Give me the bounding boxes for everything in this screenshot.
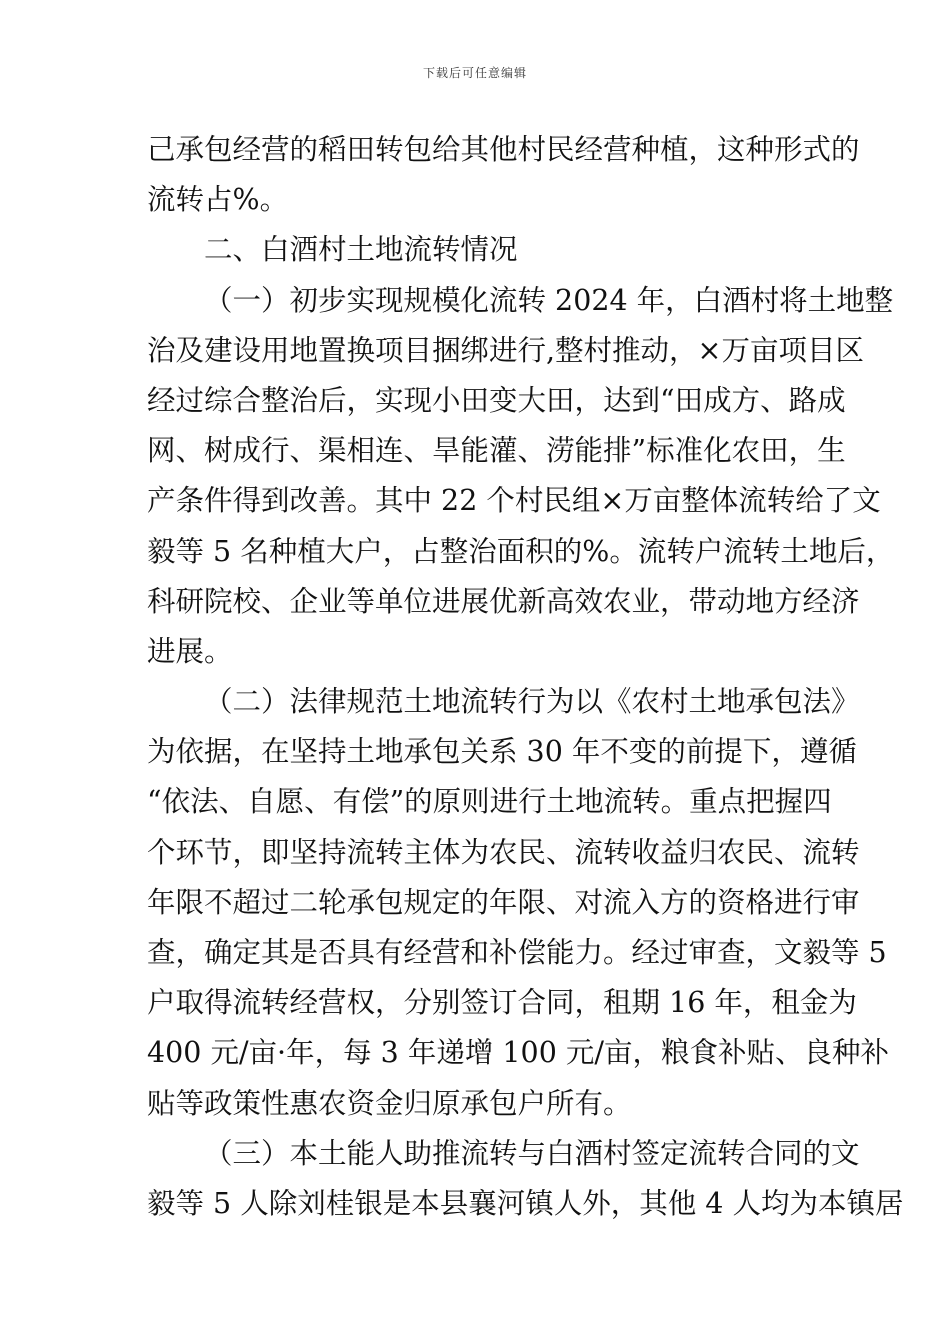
- subsection-heading: （一）初步实现规模化流转 2024 年，白酒村将土地整: [204, 283, 894, 317]
- document-body: [147, 125, 904, 1229]
- text-line: 科研院校、企业等单位进展优新高效农业，带动地方经济: [147, 584, 860, 618]
- text-line: “依法、自愿、有偿”的原则进行土地流转。重点把握四: [147, 785, 832, 819]
- text-line: 贴等政策性惠农资金归原承包户所有。: [147, 1086, 632, 1120]
- text-line: 年限不超过二轮承包规定的年限、对流入方的资格进行审: [147, 885, 860, 919]
- text-line: 400 元/亩·年，每 3 年递增 100 元/亩，粮食补贴、良种补: [147, 1036, 889, 1070]
- page-header: 下载后可任意编辑: [422, 66, 527, 80]
- text-line: 流转占%。: [147, 183, 289, 217]
- text-line: 经过综合整治后，实现小田变大田，达到“田成方、路成: [147, 383, 846, 417]
- text-line: 产条件得到改善。其中 22 个村民组×万亩整体流转给了文: [147, 484, 881, 518]
- subsection-heading: （二）法律规范土地流转行为以《农村土地承包法》: [204, 685, 860, 719]
- text-line: 为依据，在坚持土地承包关系 30 年不变的前提下，遵循: [147, 735, 857, 769]
- text-line: 毅等 5 人除刘桂银是本县襄河镇人外，其他 4 人均为本镇居: [147, 1186, 904, 1220]
- subsection-heading: （三）本土能人助推流转与白酒村签定流转合同的文: [204, 1136, 860, 1170]
- text-line: 户取得流转经营权，分别签订合同，租期 16 年，租金为: [147, 986, 857, 1020]
- text-line: 毅等 5 名种植大户，占整治面积的%。流转户流转土地后，: [147, 534, 895, 568]
- text-line: 己承包经营的稻田转包给其他村民经营种植，这种形式的: [147, 133, 860, 166]
- text-line: 个环节，即坚持流转主体为农民、流转收益归农民、流转: [147, 835, 860, 869]
- text-line: 查，确定其是否具有经营和补偿能力。经过审查，文毅等 5: [147, 936, 887, 969]
- text-line: 进展。: [147, 634, 233, 668]
- section-heading: 二、白酒村土地流转情况: [204, 233, 518, 267]
- text-line: 网、树成行、渠相连、旱能灌、涝能排”标准化农田，生: [147, 434, 846, 468]
- text-line: 治及建设用地置换项目捆绑进行,整村推动，×万亩项目区: [147, 333, 864, 367]
